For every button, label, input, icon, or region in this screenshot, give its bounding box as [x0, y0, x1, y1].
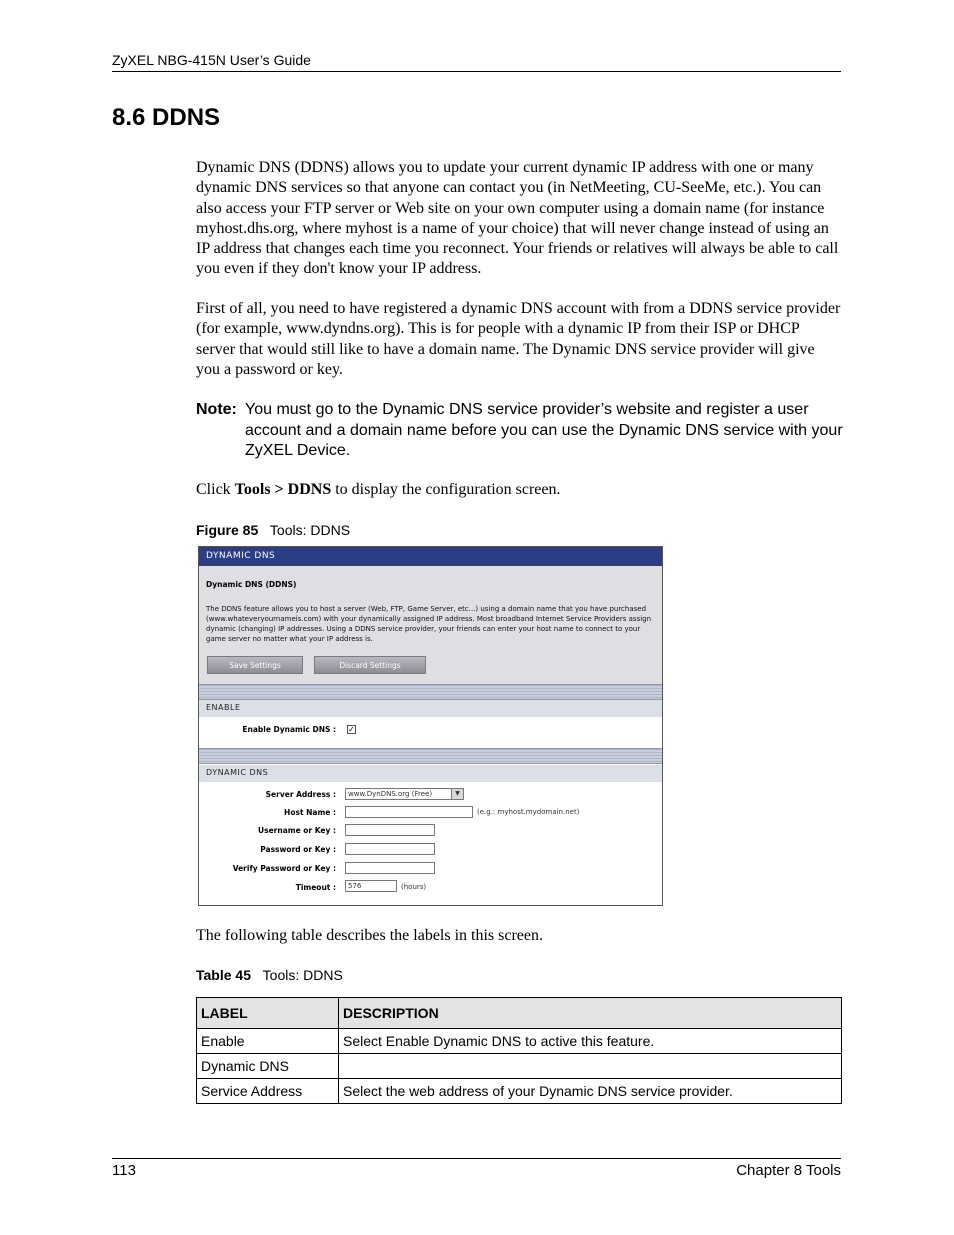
table-caption: [196, 967, 343, 983]
note-label: Note:: [196, 401, 237, 418]
discard-settings-button[interactable]: Discard Settings: [314, 656, 426, 674]
host-name-input[interactable]: [345, 806, 473, 818]
divider-stripe: [199, 684, 662, 700]
table-caption-text: Tools: DDNS: [262, 967, 343, 983]
running-header: [112, 52, 841, 72]
timeout-label: Timeout :: [295, 883, 336, 892]
row-description: Select the web address of your Dynamic DNS service provider.: [339, 1079, 842, 1104]
chapter-label: Chapter 8 Tools: [736, 1162, 841, 1179]
figure-description: The DDNS feature allows you to host a server (Web, FTP, Game Server, etc...) using a domain name that you have purchased (www.whateveryournameis.com) with your dynamically assigned IP address. Most broadband Internet Service Providers assign dynamic (changing) IP addresses. Using a DDNS service provider, your friends can enter your host name to connect to your game server no matter what your IP address is.: [206, 605, 652, 643]
row-label: Dynamic DNS: [197, 1054, 339, 1079]
divider-stripe: [199, 748, 662, 764]
table-row: [197, 1079, 842, 1104]
table-intro: The following table describes the labels in this screen.: [196, 927, 544, 944]
server-address-label: Server Address :: [265, 790, 336, 799]
verify-password-label: Verify Password or Key :: [232, 864, 336, 873]
header-title: ZyXEL NBG-415N User’s Guide: [112, 52, 311, 68]
ddns-screenshot: [198, 546, 663, 906]
click-instruction: [196, 481, 561, 499]
figure-caption-text: Tools: DDNS: [269, 522, 351, 538]
page-footer: [112, 1158, 841, 1179]
row-label: Enable: [197, 1029, 339, 1054]
enable-section-header: ENABLE: [199, 700, 662, 717]
host-name-hint: (e.g.: myhost.mydomain.net): [477, 808, 580, 816]
table-row: [197, 1029, 842, 1054]
verify-password-input[interactable]: [345, 862, 435, 874]
figure-caption-label: Figure 85: [196, 522, 259, 538]
page-number: 113: [112, 1162, 136, 1179]
enable-ddns-label: Enable Dynamic DNS :: [242, 725, 336, 734]
intro-paragraph: Dynamic DNS (DDNS) allows you to update your current dynamic IP address with one or many dynamic DNS services so that anyone can contact you (in NetMeeting, CU-SeeMe, etc.). You can also access your FTP server or Web site on your own computer using a domain name (for instance myhost.dhs.org, where myhost is a name of your choice) that will never change instead of using an IP address that changes each time you reconnect. Your friends or relatives will always be able to call you even if they don't know your IP address.: [196, 159, 839, 278]
figure-titlebar: DYNAMIC DNS: [199, 547, 662, 566]
note-text: You must go to the Dynamic DNS service provider’s website and register a user account and a domain name before you can use the Dynamic DNS service with your ZyXEL Device.: [245, 401, 843, 459]
click-prefix: Click: [196, 481, 235, 498]
timeout-unit: (hours): [401, 883, 427, 891]
column-header-description: DESCRIPTION: [339, 998, 842, 1029]
timeout-input[interactable]: [345, 880, 397, 892]
figure-caption: [196, 522, 350, 538]
table-row: [197, 1054, 842, 1079]
figure-intro-panel: [199, 566, 662, 684]
table-header-row: [197, 998, 842, 1029]
click-suffix: to display the configuration screen.: [331, 481, 561, 498]
click-tools: Tools: [234, 481, 271, 498]
password-label: Password or Key :: [260, 845, 336, 854]
dropdown-arrow-icon[interactable]: ▼: [451, 789, 463, 799]
password-input[interactable]: [345, 843, 435, 855]
server-address-select[interactable]: [345, 788, 464, 800]
enable-ddns-checkbox[interactable]: ✓: [348, 725, 355, 734]
registration-paragraph: First of all, you need to have registered a dynamic DNS account with from a DDNS service provider (for example, www.dyndns.org). This is for people with a dynamic IP from their ISP or DHCP server that would still like to have a domain name. The Dynamic DNS service provider will give you a password or key.: [196, 300, 841, 378]
row-description: [339, 1054, 842, 1079]
table-caption-label: Table 45: [196, 967, 251, 983]
click-sep: >: [270, 481, 288, 498]
save-settings-button[interactable]: Save Settings: [207, 656, 303, 674]
figure-subtitle: Dynamic DNS (DDNS): [206, 580, 297, 589]
host-name-label: Host Name :: [284, 808, 336, 817]
username-input[interactable]: [345, 824, 435, 836]
row-description: Select Enable Dynamic DNS to active this feature.: [339, 1029, 842, 1054]
click-ddns: DDNS: [287, 481, 332, 498]
labels-table: [196, 997, 842, 1104]
timeout-value: 576: [348, 882, 362, 890]
section-title: 8.6 DDNS: [112, 104, 221, 131]
ddns-section-header: DYNAMIC DNS: [199, 765, 662, 782]
row-label: Service Address: [197, 1079, 339, 1104]
server-address-value: www.DynDNS.org (Free): [348, 790, 433, 798]
column-header-label: LABEL: [197, 998, 339, 1029]
username-label: Username or Key :: [258, 826, 336, 835]
